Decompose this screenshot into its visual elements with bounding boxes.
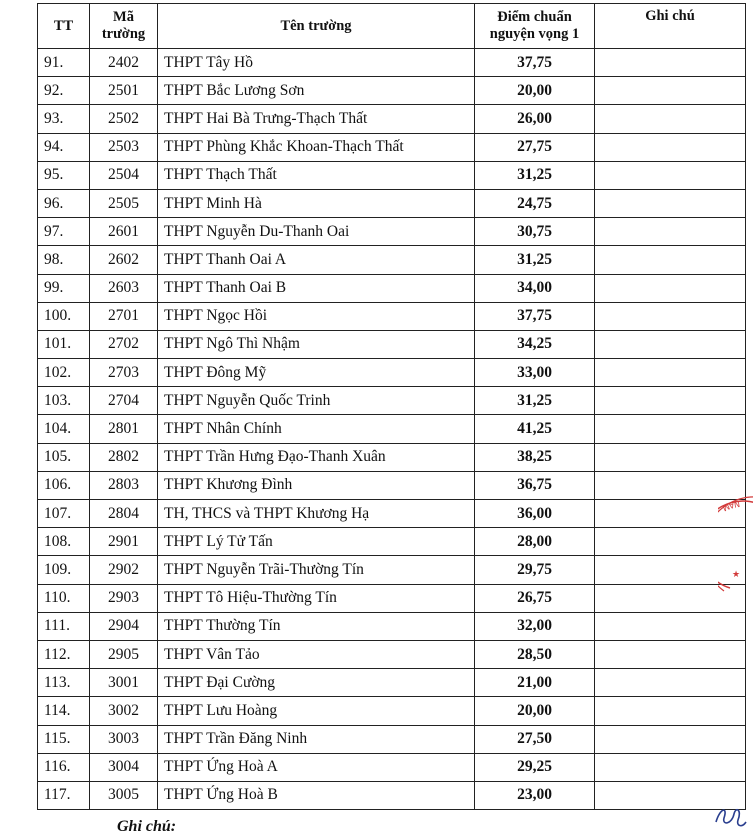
table-row (38, 246, 746, 274)
row-number: 117. (38, 781, 90, 809)
cutoff-score: 36,75 (475, 471, 595, 499)
note-cell (595, 612, 746, 640)
row-number: 94. (38, 133, 90, 161)
school-name: THPT Hai Bà Trưng-Thạch Thất (158, 105, 475, 133)
note-cell (595, 359, 746, 387)
cutoff-score: 20,00 (475, 697, 595, 725)
red-seal-stamp (718, 493, 753, 593)
school-code: 3004 (90, 753, 158, 781)
row-number: 92. (38, 77, 90, 105)
school-name: THPT Tây Hồ (158, 49, 475, 77)
school-code: 3002 (90, 697, 158, 725)
table-row (38, 500, 746, 528)
table-row (38, 556, 746, 584)
school-name: THPT Trần Đăng Ninh (158, 725, 475, 753)
table-row (38, 387, 746, 415)
table-row (38, 528, 746, 556)
school-name: THPT Khương Đình (158, 471, 475, 499)
school-code: 2803 (90, 471, 158, 499)
header-cutoff-score-line2: nguyện vọng 1 (489, 26, 580, 42)
table-row (38, 725, 746, 753)
row-number: 115. (38, 725, 90, 753)
header-tt: TT (38, 4, 90, 49)
table-row (38, 330, 746, 358)
row-number: 102. (38, 359, 90, 387)
note-cell (595, 330, 746, 358)
admission-score-table (37, 3, 746, 810)
table-row (38, 584, 746, 612)
school-code: 2905 (90, 640, 158, 668)
school-code: 2402 (90, 49, 158, 77)
cutoff-score: 37,75 (475, 302, 595, 330)
note-cell (595, 753, 746, 781)
row-number: 105. (38, 443, 90, 471)
cutoff-score: 26,75 (475, 584, 595, 612)
school-code: 2602 (90, 246, 158, 274)
table-row (38, 612, 746, 640)
cutoff-score: 20,00 (475, 77, 595, 105)
table-row (38, 443, 746, 471)
school-code: 2704 (90, 387, 158, 415)
school-name: THPT Tô Hiệu-Thường Tín (158, 584, 475, 612)
cutoff-score: 37,75 (475, 49, 595, 77)
school-name: THPT Thanh Oai A (158, 246, 475, 274)
note-cell (595, 387, 746, 415)
cutoff-score: 29,75 (475, 556, 595, 584)
header-school-code-line1: Mã (113, 9, 134, 25)
cutoff-score: 30,75 (475, 218, 595, 246)
cutoff-score: 34,00 (475, 274, 595, 302)
school-name: THPT Bắc Lương Sơn (158, 77, 475, 105)
school-code: 3003 (90, 725, 158, 753)
table-row (38, 753, 746, 781)
cutoff-score: 21,00 (475, 669, 595, 697)
school-code: 2904 (90, 612, 158, 640)
note-cell (595, 274, 746, 302)
school-code: 2902 (90, 556, 158, 584)
row-number: 93. (38, 105, 90, 133)
stamp-text: NAM (721, 499, 741, 513)
school-name: TH, THCS và THPT Khương Hạ (158, 500, 475, 528)
cutoff-score: 32,00 (475, 612, 595, 640)
cutoff-score: 24,75 (475, 189, 595, 217)
row-number: 98. (38, 246, 90, 274)
school-name: THPT Ứng Hoà A (158, 753, 475, 781)
school-name: THPT Minh Hà (158, 189, 475, 217)
row-number: 107. (38, 500, 90, 528)
school-code: 2901 (90, 528, 158, 556)
table-row (38, 640, 746, 668)
table-row (38, 302, 746, 330)
school-name: THPT Phùng Khắc Khoan-Thạch Thất (158, 133, 475, 161)
note-cell (595, 302, 746, 330)
school-name: THPT Lý Tử Tấn (158, 528, 475, 556)
school-name: THPT Ngọc Hồi (158, 302, 475, 330)
header-cutoff-score-line1: Điểm chuẩn (497, 9, 572, 25)
school-code: 2802 (90, 443, 158, 471)
cutoff-score: 27,75 (475, 133, 595, 161)
header-cutoff-score (475, 4, 595, 49)
svg-text:NAM (721, 499, 741, 513)
school-name: THPT Ngô Thì Nhậm (158, 330, 475, 358)
cutoff-score: 31,25 (475, 387, 595, 415)
table-row (38, 105, 746, 133)
cutoff-score: 34,25 (475, 330, 595, 358)
header-notes: Ghi chú (595, 4, 746, 49)
school-name: THPT Thạch Thất (158, 161, 475, 189)
school-name: THPT Vân Tảo (158, 640, 475, 668)
row-number: 110. (38, 584, 90, 612)
cutoff-score: 38,25 (475, 443, 595, 471)
header-school-code-line2: trường (101, 26, 146, 42)
table-row (38, 697, 746, 725)
school-name: THPT Thanh Oai B (158, 274, 475, 302)
table-row (38, 415, 746, 443)
row-number: 91. (38, 49, 90, 77)
school-code: 2603 (90, 274, 158, 302)
table-row (38, 218, 746, 246)
note-cell (595, 77, 746, 105)
cutoff-score: 33,00 (475, 359, 595, 387)
note-cell (595, 133, 746, 161)
school-code: 2801 (90, 415, 158, 443)
school-code: 3005 (90, 781, 158, 809)
school-name: THPT Nguyễn Quốc Trinh (158, 387, 475, 415)
school-name: THPT Ứng Hoà B (158, 781, 475, 809)
table-row (38, 49, 746, 77)
row-number: 109. (38, 556, 90, 584)
table-row (38, 161, 746, 189)
school-name: THPT Nguyễn Du-Thanh Oai (158, 218, 475, 246)
school-code: 2601 (90, 218, 158, 246)
school-name: THPT Thường Tín (158, 612, 475, 640)
cutoff-score: 27,50 (475, 725, 595, 753)
row-number: 96. (38, 189, 90, 217)
cutoff-score: 28,00 (475, 528, 595, 556)
school-code: 2703 (90, 359, 158, 387)
cutoff-score: 23,00 (475, 781, 595, 809)
school-name: THPT Nguyễn Trãi-Thường Tín (158, 556, 475, 584)
row-number: 112. (38, 640, 90, 668)
handwritten-signature (712, 800, 748, 832)
row-number: 100. (38, 302, 90, 330)
footnote-label: Ghi chú: (117, 818, 177, 835)
table-row (38, 669, 746, 697)
table-row (38, 77, 746, 105)
cutoff-score: 31,25 (475, 161, 595, 189)
row-number: 113. (38, 669, 90, 697)
header-school-code (90, 4, 158, 49)
cutoff-score: 29,25 (475, 753, 595, 781)
row-number: 95. (38, 161, 90, 189)
school-code: 2504 (90, 161, 158, 189)
row-number: 101. (38, 330, 90, 358)
note-cell (595, 218, 746, 246)
stamp-star-icon: ★ (732, 569, 741, 579)
school-name: THPT Trần Hưng Đạo-Thanh Xuân (158, 443, 475, 471)
row-number: 103. (38, 387, 90, 415)
cutoff-score: 41,25 (475, 415, 595, 443)
school-code: 2502 (90, 105, 158, 133)
table-row (38, 274, 746, 302)
note-cell (595, 669, 746, 697)
table-row (38, 781, 746, 809)
row-number: 116. (38, 753, 90, 781)
note-cell (595, 697, 746, 725)
cutoff-score: 28,50 (475, 640, 595, 668)
table-row (38, 471, 746, 499)
row-number: 111. (38, 612, 90, 640)
note-cell (595, 161, 746, 189)
school-code: 2501 (90, 77, 158, 105)
row-number: 97. (38, 218, 90, 246)
row-number: 106. (38, 471, 90, 499)
school-name: THPT Đại Cường (158, 669, 475, 697)
school-name: THPT Lưu Hoàng (158, 697, 475, 725)
note-cell (595, 640, 746, 668)
cutoff-score: 31,25 (475, 246, 595, 274)
row-number: 104. (38, 415, 90, 443)
note-cell (595, 105, 746, 133)
note-cell (595, 415, 746, 443)
school-code: 2702 (90, 330, 158, 358)
school-code: 2903 (90, 584, 158, 612)
note-cell (595, 189, 746, 217)
header-school-name: Tên trường (158, 4, 475, 49)
school-code: 2503 (90, 133, 158, 161)
row-number: 114. (38, 697, 90, 725)
school-code: 2804 (90, 500, 158, 528)
table-header-row (38, 4, 746, 49)
note-cell (595, 49, 746, 77)
cutoff-score: 26,00 (475, 105, 595, 133)
row-number: 99. (38, 274, 90, 302)
note-cell (595, 443, 746, 471)
note-cell (595, 725, 746, 753)
table-row (38, 133, 746, 161)
cutoff-score: 36,00 (475, 500, 595, 528)
table-row (38, 189, 746, 217)
school-code: 2505 (90, 189, 158, 217)
school-name: THPT Đông Mỹ (158, 359, 475, 387)
school-code: 2701 (90, 302, 158, 330)
school-code: 3001 (90, 669, 158, 697)
row-number: 108. (38, 528, 90, 556)
table-row (38, 359, 746, 387)
note-cell (595, 246, 746, 274)
school-name: THPT Nhân Chính (158, 415, 475, 443)
